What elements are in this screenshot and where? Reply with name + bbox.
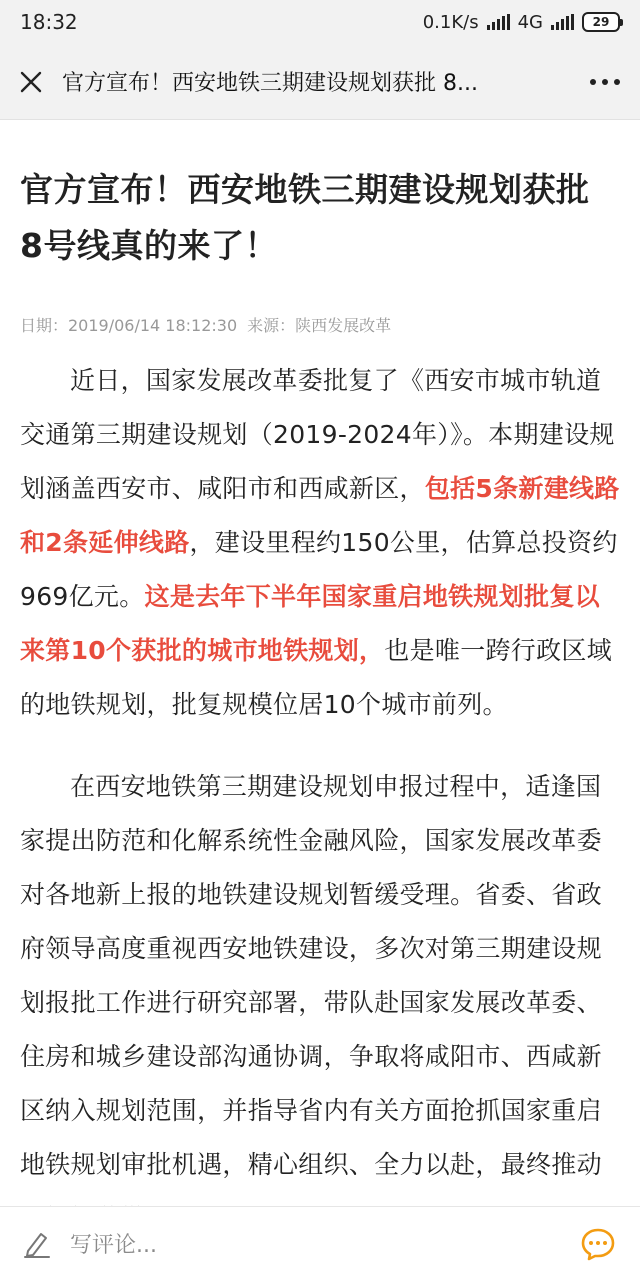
signal-icon-2 (551, 14, 574, 30)
battery-level: 29 (592, 15, 610, 29)
paragraph-1-text-c: 也是唯一跨行政区域的地铁规划，批复规模位居10个城市前列。 (20, 636, 612, 719)
more-dot-icon (590, 79, 596, 85)
comment-icon (580, 1226, 616, 1262)
nav-bar (0, 44, 640, 120)
signal-icon (487, 14, 510, 30)
paragraph-1-text-a: 近日，国家发展改革委批复了《西安市城市轨道交通第三期建设规划（2019-2024年）》。本期建设规划涵盖西安市、咸阳市和西咸新区， (20, 366, 615, 503)
status-time: 18:32 (20, 10, 78, 34)
network-type: 4G (517, 11, 543, 33)
pen-icon (22, 1229, 52, 1259)
paragraph-1-text-b: ，建设里程约150公里，估算总投资约969亿元。 (20, 528, 618, 611)
status-indicators (423, 12, 620, 33)
article-source: 来源：陕西发展改革 (247, 316, 392, 335)
article-title: 官方宣布！西安地铁三期建设规划获批 8号线真的来了！ (20, 170, 590, 265)
paragraph-1 (20, 354, 620, 732)
close-icon (19, 70, 43, 94)
battery-icon (582, 12, 620, 32)
nav-title: 官方宣布！西安地铁三期建设规划获批 8... (62, 71, 478, 96)
more-button[interactable] (570, 44, 640, 120)
highlight-text-2: 这是去年下半年国家重启地铁规划批复以来第10个获批的城市地铁规划， (20, 582, 600, 665)
article-date: 日期：2019/06/14 18:12:30 (20, 316, 238, 335)
comment-button[interactable] (578, 1224, 618, 1264)
bottom-bar (0, 1206, 640, 1280)
comment-input[interactable] (22, 1228, 578, 1259)
more-dot-icon (614, 79, 620, 85)
highlight-text-1: 包括5条新建线路和2条延伸线路 (20, 474, 620, 557)
more-dot-icon (602, 79, 608, 85)
paragraph-2: 在西安地铁第三期建设规划申报过程中，适逢国家提出防范和化解系统性金融风险，国家发展改革委对各地新上报的地铁建设规划暂缓受理。省委、省政府领导高度重视西安地铁建设，多次对第三期建设规划报批工作进行研究部署，带队赴国家发展改革委、住房和城乡建设部沟通协调，争取将咸阳市、西咸新区纳入规划范围，并指导省内有关方面抢抓国家重启地铁规划审批机遇，精心组织、全力以赴，最终推动 (20, 772, 602, 1179)
status-bar (0, 0, 640, 44)
network-speed: 0.1K/s (422, 11, 479, 33)
article-meta (20, 314, 620, 338)
close-button[interactable] (0, 44, 62, 120)
comment-placeholder: 写评论... (70, 1233, 157, 1258)
article-content[interactable] (0, 120, 640, 1206)
